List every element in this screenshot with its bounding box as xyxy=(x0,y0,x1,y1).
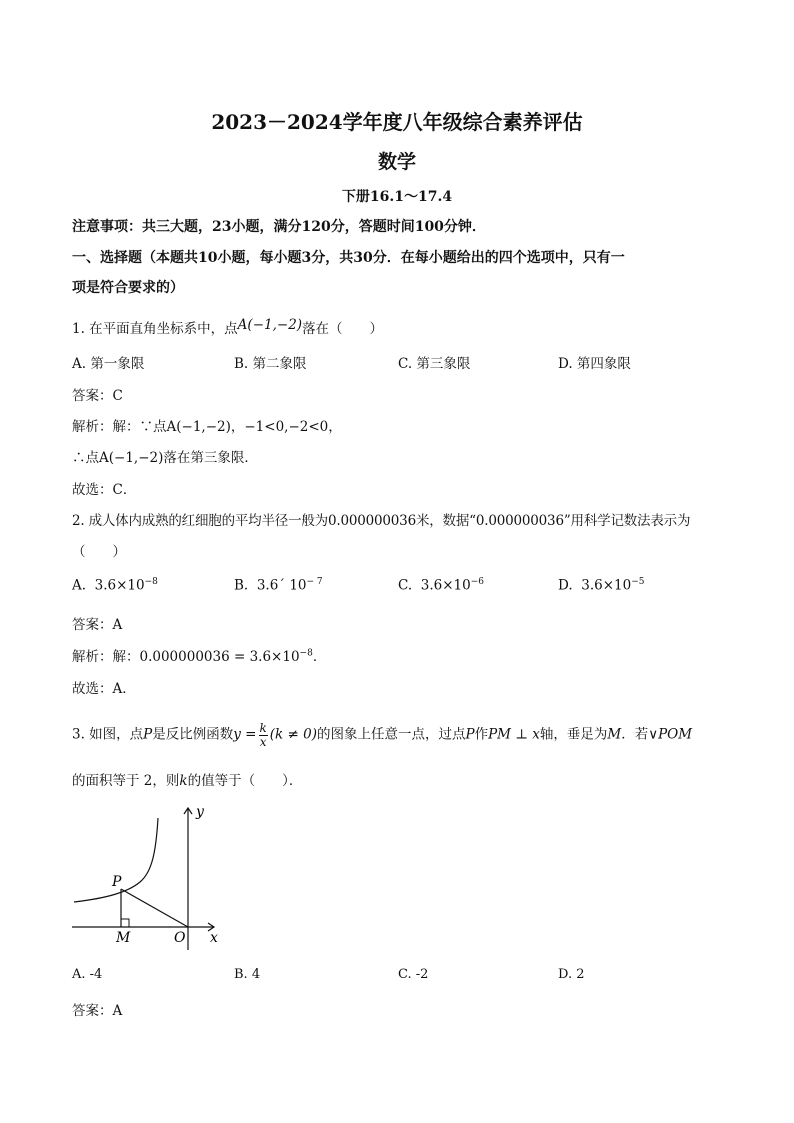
q2-option-d-exp: −5 xyxy=(631,577,645,587)
q2-stem-line1: 2. 成人体内成熟的红细胞的平均半径一般为0.000000036米，数据“0.000000036”用科学记数法表示为 xyxy=(72,513,691,529)
q1-stem-text: 1. 在平面直角坐标系中，点 xyxy=(72,321,238,337)
q2-option-b-exp: − 7 xyxy=(306,577,323,587)
q3-text-f: ．若 xyxy=(621,726,649,743)
q3-option-c: C. -2 xyxy=(398,967,429,982)
q2-solution-label: 解析：解： xyxy=(72,649,140,665)
q1-stem-tail: 落在（ ） xyxy=(302,321,384,337)
right-angle-mark xyxy=(121,919,129,927)
subject-title: 数学 xyxy=(377,151,416,173)
q3-text-c: 的图象上任意一点，过点 xyxy=(316,726,466,743)
q2-option-a-math: 3.6×10 xyxy=(94,577,145,594)
q1-answer: 答案：C xyxy=(72,388,123,404)
q2-option-b-label: B. xyxy=(234,577,249,594)
q3-k: k xyxy=(179,773,188,789)
label-m: M xyxy=(116,930,131,946)
q2-option-d xyxy=(558,577,644,594)
q3-fraction-denominator: x xyxy=(259,734,267,749)
q3-text-g: 的面积等于 2，则 xyxy=(72,773,180,789)
q3-triangle: ∨POM xyxy=(648,726,693,743)
q2-option-a-label: A. xyxy=(72,577,87,594)
q2-choice: 故选：A． xyxy=(72,681,136,697)
q2-solution-exp: −8 xyxy=(299,648,313,659)
q1-conclusion-text: 落在第三象限． xyxy=(163,450,258,466)
section-heading-line1: 一、选择题（本题共10小题，每小题3分，共30分．在每小题给出的四个选项中，只有一 xyxy=(72,250,625,266)
page-title: 2023－2024学年度八年级综合素养评估 xyxy=(211,110,583,134)
q1-option-b: B. 第二象限 xyxy=(234,356,307,372)
q1-solution-line1 xyxy=(72,415,342,435)
q3-condition: (k ≠ 0) xyxy=(269,726,317,743)
label-y: y xyxy=(196,804,204,820)
q3-figure xyxy=(68,800,228,955)
q2-answer: 答案：A xyxy=(72,617,123,633)
q3-text-h: 的值等于（ ）． xyxy=(187,773,303,789)
q3-text-b: 是反比例函数 xyxy=(152,726,234,743)
q3-fraction-numerator: k xyxy=(259,721,267,735)
q2-option-b xyxy=(234,577,323,594)
q3-stem-line2 xyxy=(72,769,302,789)
q2-option-a xyxy=(72,577,158,594)
label-x: x xyxy=(210,930,218,946)
q2-solution xyxy=(72,645,326,665)
q2-solution-math: 0.000000036 = 3.6×10 xyxy=(139,649,300,665)
q3-text-e: 轴，垂足为 xyxy=(539,726,608,743)
q2-option-d-math: 3.6×10 xyxy=(581,577,632,594)
q1-stem xyxy=(72,317,383,337)
q1-solution-math: A(−1,−2)，−1<0,−2<0， xyxy=(166,419,342,435)
q3-fraction xyxy=(259,722,268,748)
q1-therefore: ∴点 xyxy=(72,450,99,466)
q3-text-a: 3. 如图，点 xyxy=(72,726,144,743)
q3-option-d: D. 2 xyxy=(558,967,585,982)
q3-point-p: P xyxy=(143,726,153,743)
q1-choice: 故选：C． xyxy=(72,482,137,498)
q2-option-a-exp: −8 xyxy=(144,577,158,587)
q2-option-b-math: 3.6´ 10 xyxy=(256,577,307,594)
q2-solution-end: ． xyxy=(312,649,327,665)
q2-option-c-label: C. xyxy=(398,577,413,594)
q2-option-d-label: D. xyxy=(558,577,573,594)
q1-option-d: D. 第四象限 xyxy=(558,356,631,372)
q3-perpendicular: PM ⊥ x xyxy=(488,726,540,743)
chapter-range: 下册16.1～17.4 xyxy=(341,189,453,205)
q3-answer: 答案：A xyxy=(72,1003,123,1019)
q3-point-m: M xyxy=(607,726,622,743)
q1-option-c: C. 第三象限 xyxy=(398,356,471,372)
q1-solution-label: 解析：解：∵点 xyxy=(72,419,167,435)
q2-option-c xyxy=(398,577,484,594)
q1-solution-line2 xyxy=(72,446,258,466)
label-o: O xyxy=(174,930,186,946)
po-segment xyxy=(121,889,188,927)
q3-function-lhs: y = xyxy=(233,726,257,743)
q2-option-c-math: 3.6×10 xyxy=(420,577,471,594)
label-p: P xyxy=(112,874,122,890)
q3-stem-line1 xyxy=(72,722,692,748)
q1-option-a: A. 第一象限 xyxy=(72,356,145,372)
notice: 注意事项：共三大题，23小题，满分120分，答题时间100分钟． xyxy=(72,219,486,235)
q3-option-b: B. 4 xyxy=(234,967,261,982)
q2-option-c-exp: −6 xyxy=(470,577,484,587)
q1-point-repeat: A(−1,−2) xyxy=(99,450,164,466)
q3-option-a: A. -4 xyxy=(72,967,103,982)
q3-point-p2: P xyxy=(465,726,475,743)
q1-point: A(−1,−2) xyxy=(237,317,303,333)
section-heading-line2: 项是符合要求的） xyxy=(72,280,184,296)
q2-stem-line2: （ ） xyxy=(72,544,126,560)
q3-text-d: 作 xyxy=(474,726,489,743)
